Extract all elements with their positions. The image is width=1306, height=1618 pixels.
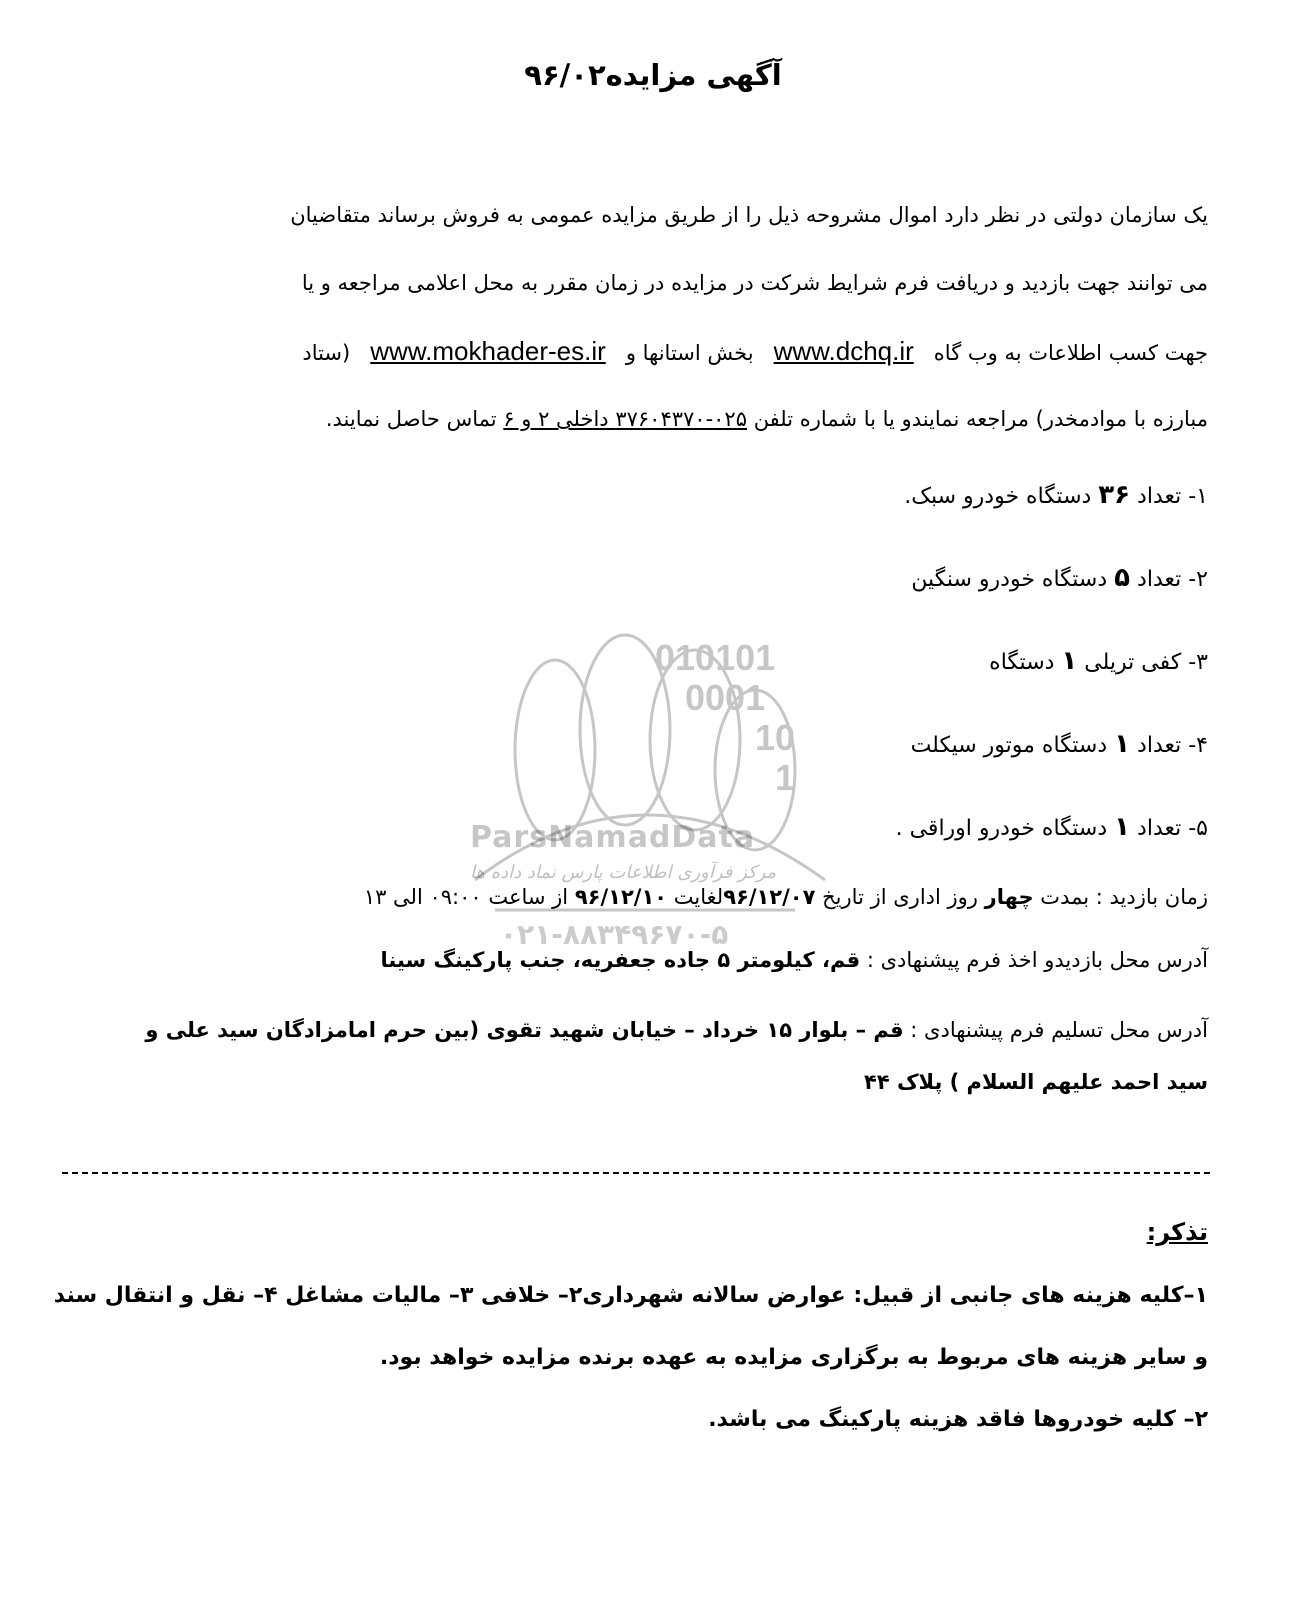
- submit-address-label: آدرس محل تسلیم فرم پیشنهادی :: [910, 1018, 1208, 1042]
- list-item: [989, 646, 1208, 676]
- website-link-dchq[interactable]: www.dchq.ir: [773, 336, 914, 366]
- list-item: [911, 563, 1208, 593]
- intro-line-3-text-c: (ستاد: [302, 341, 351, 365]
- item-count: ۵: [1114, 563, 1131, 593]
- list-item: [911, 729, 1208, 759]
- intro-line-4: [56, 385, 1208, 453]
- watermark-subtitle: مرکز فرآوری اطلاعات پارس نماد داده ها: [470, 862, 777, 883]
- svg-text:010101: 010101: [655, 637, 776, 678]
- note-1-line-2: و سایر هزینه های مربوط به برگزاری مزایده به عهده برنده مزایده خواهد بود.: [379, 1345, 1208, 1370]
- visit-time: [364, 885, 1208, 909]
- list-item: [904, 480, 1208, 510]
- item-count: ۱: [1114, 812, 1131, 842]
- phone-number: ۰۲۵-۳۷۶۰۴۳۷۰ داخلی ۲ و ۶: [503, 407, 747, 431]
- item-label: دستگاه خودرو اوراقی .: [895, 816, 1108, 841]
- watermark-brand: ParsNamadData: [470, 820, 756, 855]
- item-label: دستگاه موتور سیکلت: [910, 733, 1108, 758]
- intro-line-3-text-a: جهت کسب اطلاعات به وب گاه: [933, 341, 1208, 365]
- list-item: [896, 812, 1208, 842]
- item-label: دستگاه خودرو سبک.: [904, 484, 1092, 509]
- note-1-line-1: ۱–کلیه هزینه های جانبی از قبیل: عوارض سالانه شهرداری۲– خلافی ۳– مالیات مشاغل ۴– نقل و انتقال سند: [53, 1283, 1208, 1308]
- intro-line-3-text-b: بخش استانها و: [625, 341, 754, 365]
- visit-end-date: ۹۶/۱۲/۱۰: [574, 885, 668, 909]
- item-count: ۳۶: [1098, 480, 1131, 510]
- watermark-phone: ۰۲۱-۸۸۳۴۹۶۷۰-۵: [500, 918, 729, 951]
- submit-address: [145, 1018, 1208, 1042]
- visit-label: زمان بازدید : بمدت: [1040, 885, 1208, 909]
- item-label: دستگاه خودرو سنگین: [911, 567, 1108, 592]
- submit-address-value-line-2: سید احمد علیهم السلام ) پلاک ۴۴: [864, 1070, 1208, 1094]
- item-prefix: ۲- تعداد: [1137, 567, 1208, 592]
- item-prefix: ۵- تعداد: [1137, 816, 1208, 841]
- item-prefix: ۳- کفی تریلی: [1084, 650, 1208, 675]
- visit-start-date: ۹۶/۱۲/۰۷: [723, 885, 816, 909]
- visit-from-label: روز اداری از تاریخ: [822, 885, 978, 909]
- visit-address-value: قم، کیلومتر ۵ جاده جعفریه، جنب پارکینگ سینا: [380, 948, 861, 972]
- svg-text:1: 1: [775, 757, 796, 798]
- submit-address-line-2: [864, 1070, 1208, 1094]
- item-label: دستگاه: [989, 650, 1055, 675]
- visit-hours: از ساعت ۰۹:۰۰ الی ۱۳: [363, 885, 569, 909]
- note-2: ۲– کلیه خودروها فاقد هزینه پارکینگ می باشد.: [708, 1407, 1208, 1432]
- website-link-mokhader[interactable]: www.mokhader-es.ir: [370, 336, 606, 366]
- dashed-divider: [62, 1172, 1210, 1174]
- visit-to-label: لغایت: [673, 885, 724, 909]
- visit-address-label: آدرس محل بازدیدو اخذ فرم پیشنهادی :: [866, 948, 1208, 972]
- item-prefix: ۴- تعداد: [1137, 733, 1208, 758]
- visit-address: [381, 948, 1209, 972]
- item-count: ۱: [1061, 646, 1078, 676]
- submit-address-value-line-1: قم – بلوار ۱۵ خرداد – خیابان شهید تقوی (بین حرم امامزادگان سید علی و: [145, 1018, 904, 1042]
- intro-line-4-text-a: مبارزه با موادمخدر) مراجعه نمایندو یا با شماره تلفن: [753, 407, 1208, 431]
- intro-paragraph: [56, 181, 1208, 453]
- svg-text:0001: 0001: [685, 677, 766, 718]
- intro-line-2: می توانند جهت بازدید و دریافت فرم شرایط شرکت در مزایده در زمان مقرر به محل اعلامی مراجعه و یا: [301, 271, 1208, 295]
- page-title: آگهی مزایده۹۶/۰۲: [524, 58, 782, 92]
- intro-line-1: یک سازمان دولتی در نظر دارد اموال مشروحه ذیل را از طریق مزایده عمومی به فروش برساند متقاضیان: [290, 203, 1208, 227]
- item-count: ۱: [1114, 729, 1131, 759]
- notes-heading: تذکر:: [1146, 1218, 1208, 1246]
- item-prefix: ۱- تعداد: [1137, 484, 1208, 509]
- visit-days: چهار: [984, 885, 1034, 909]
- svg-text:10: 10: [755, 717, 796, 758]
- intro-line-3: [56, 317, 1208, 385]
- watermark-logo-icon: [455, 630, 835, 960]
- intro-line-4-text-b: تماس حاصل نمایند.: [325, 407, 497, 431]
